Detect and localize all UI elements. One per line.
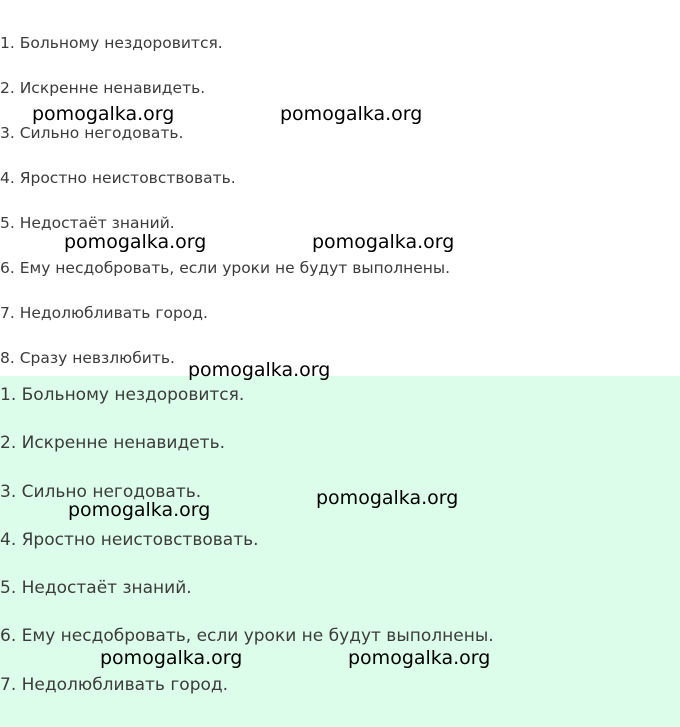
list-item: 4. Яростно неистовствовать. (0, 530, 259, 550)
watermark: pomogalka.org (68, 499, 211, 521)
list-item: 1. Больному нездоровится. (0, 385, 245, 405)
watermark: pomogalka.org (32, 103, 175, 125)
list-item: 7. Недолюбливать город. (0, 675, 229, 695)
list-item: 3. Сильно негодовать. (0, 482, 202, 502)
watermark: pomogalka.org (100, 647, 243, 669)
list-item: 2. Искренне ненавидеть. (0, 433, 226, 453)
list-item: 4. Яростно неистовствовать. (0, 169, 236, 187)
answer-list (0, 376, 680, 727)
watermark: pomogalka.org (280, 103, 423, 125)
list-item: 3. Сильно негодовать. (0, 124, 184, 142)
list-item: 6. Ему несдобровать, если уроки не будут выполнены. (0, 626, 494, 646)
watermark: pomogalka.org (188, 359, 331, 381)
watermark: pomogalka.org (64, 231, 207, 253)
list-item: 5. Недостаёт знаний. (0, 578, 192, 598)
list-item: 6. Ему несдобровать, если уроки не будут выполнены. (0, 259, 451, 277)
watermark: pomogalka.org (348, 647, 491, 669)
list-item: 5. Недостаёт знаний. (0, 214, 175, 232)
list-item: 1. Больному нездоровится. (0, 34, 223, 52)
watermark: pomogalka.org (312, 231, 455, 253)
list-item: 8. Сразу невзлюбить. (0, 349, 175, 367)
list-item: 2. Искренне ненавидеть. (0, 79, 206, 97)
watermark: pomogalka.org (316, 487, 459, 509)
list-item: 7. Недолюбливать город. (0, 304, 208, 322)
